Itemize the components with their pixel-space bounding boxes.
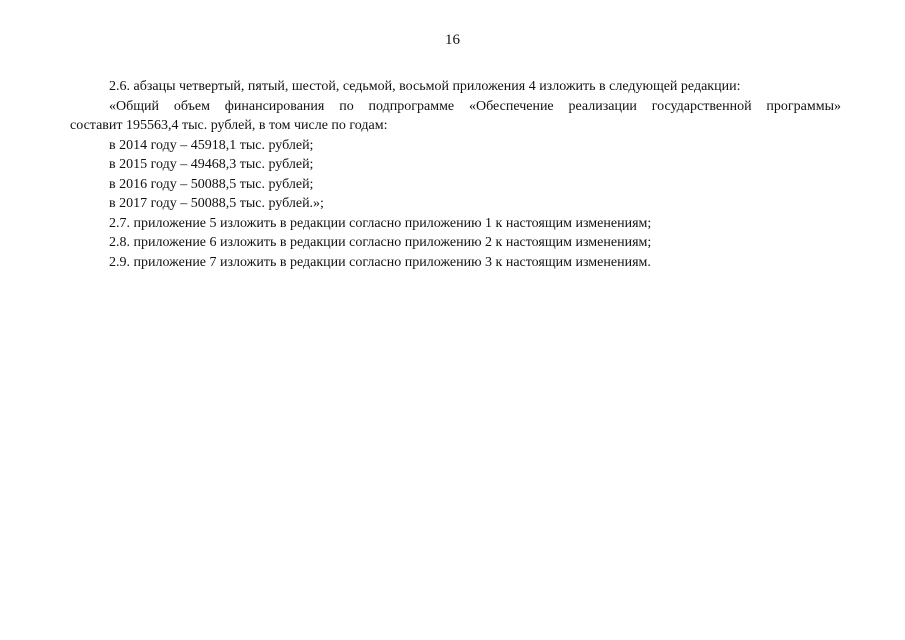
- funding-2016: в 2016 году – 50088,5 тыс. рублей;: [109, 176, 314, 192]
- funding-2014: в 2014 году – 45918,1 тыс. рублей;: [109, 137, 314, 153]
- funding-line-2: составит 195563,4 тыс. рублей, в том числе по годам:: [70, 118, 388, 133]
- funding-2017: в 2017 году – 50088,5 тыс. рублей.»;: [109, 196, 324, 211]
- funding-line-1: «Общий объем финансирования по подпрограмме «Обеспечение реализации государственной программы»: [109, 98, 841, 114]
- page-number: 16: [445, 32, 460, 48]
- paragraph-funding: [70, 97, 841, 136]
- funding-2015: в 2015 году – 49468,3 тыс. рублей;: [109, 157, 314, 172]
- paragraph-2-9: 2.9. приложение 7 изложить в редакции согласно приложению 3 к настоящим изменениям.: [109, 254, 651, 270]
- document-body: [70, 77, 841, 272]
- paragraph-2-8: 2.8. приложение 6 изложить в редакции согласно приложению 2 к настоящим изменениям;: [109, 235, 652, 250]
- paragraph-2-6: 2.6. абзацы четвертый, пятый, шестой, седьмой, восьмой приложения 4 изложить в следующей редакции:: [109, 79, 741, 94]
- paragraph-2-7: 2.7. приложение 5 изложить в редакции согласно приложению 1 к настоящим изменениям;: [109, 215, 652, 231]
